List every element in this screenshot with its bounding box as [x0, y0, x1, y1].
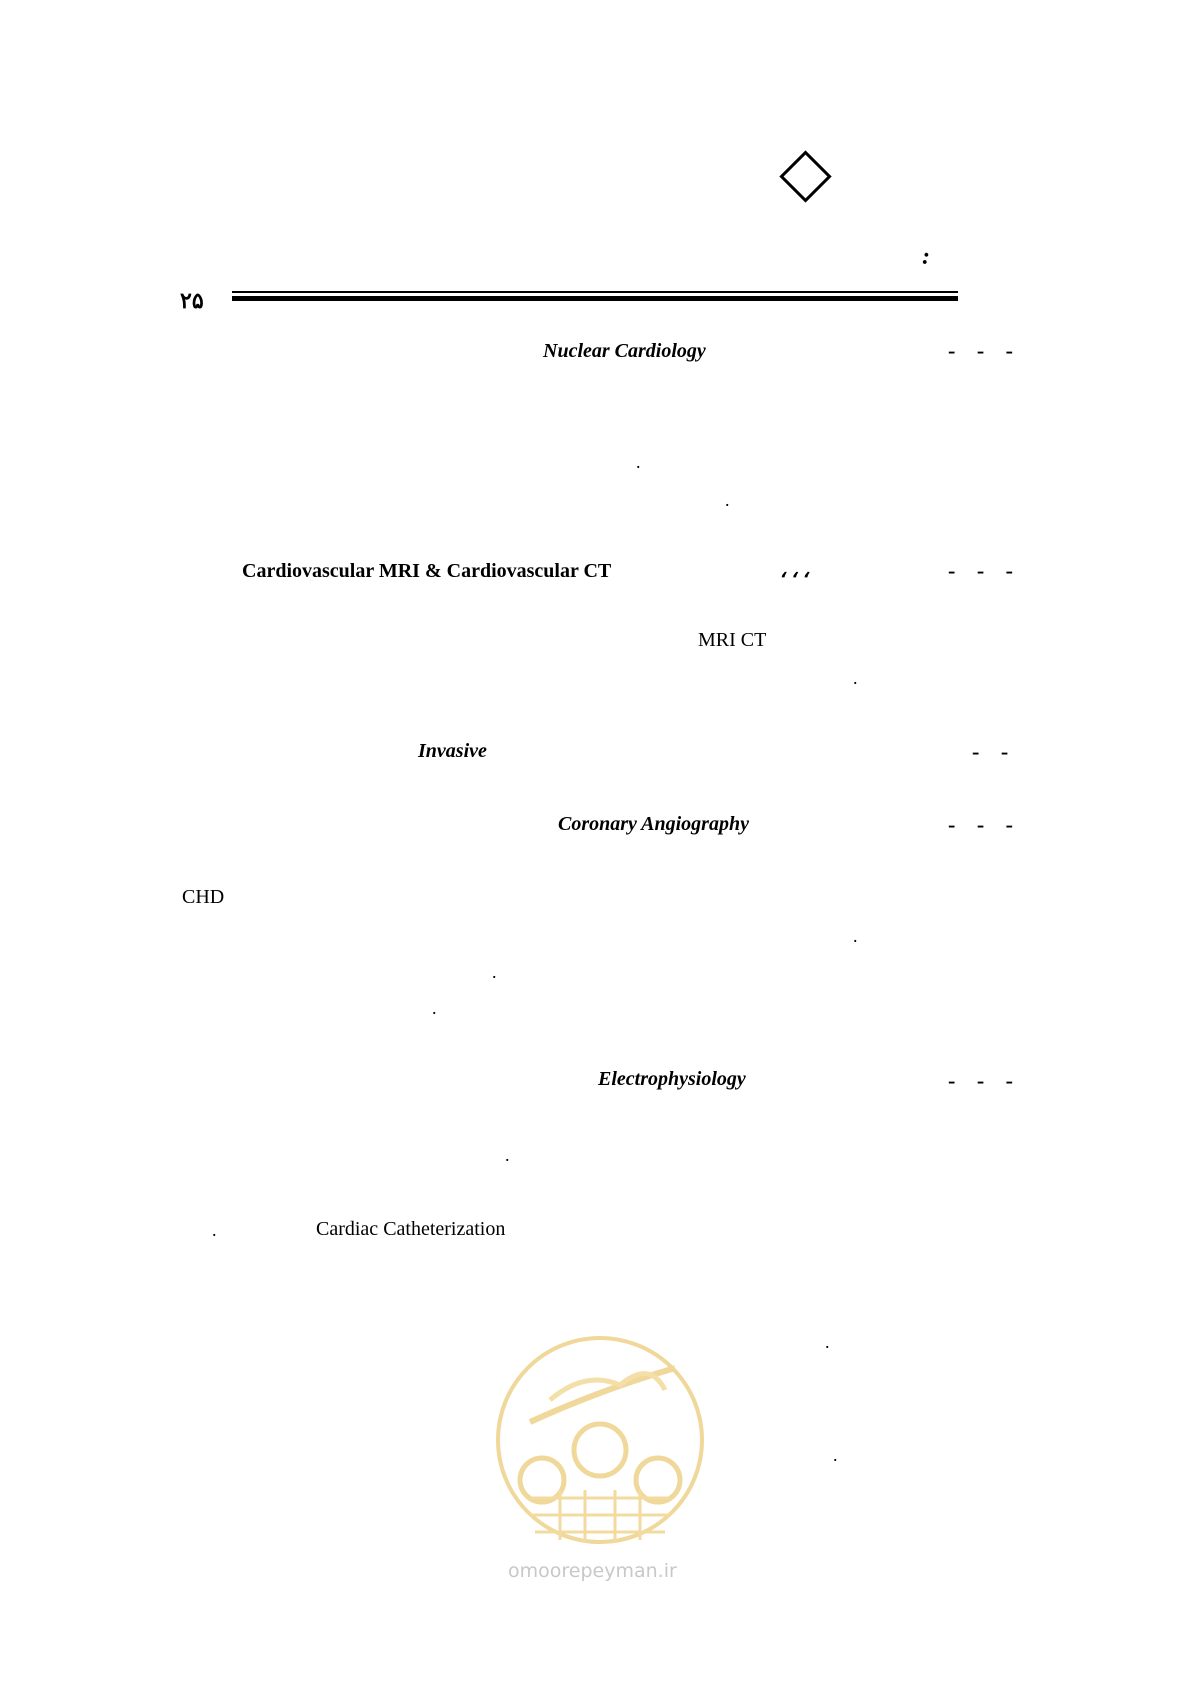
sentence-period: . — [853, 668, 858, 688]
watermark-site-text: omoorepeyman.ir — [508, 1560, 677, 1582]
section-title-coronary-angiography: Coronary Angiography — [558, 813, 749, 835]
section-title-nuclear-cardiology: Nuclear Cardiology — [543, 340, 706, 362]
sentence-period: . — [725, 490, 730, 510]
header-rule-thick — [232, 296, 958, 301]
section-title-invasive: Invasive — [418, 740, 487, 762]
section-punctuation: ، ، ، — [780, 560, 810, 582]
watermark-logo — [490, 1330, 710, 1570]
section-dashes: - - - — [948, 812, 1021, 837]
section-dashes: - - — [972, 739, 1017, 764]
section-dashes: - - - — [948, 558, 1021, 583]
sentence-period: . — [212, 1220, 217, 1240]
sentence-period: . — [833, 1445, 838, 1465]
sentence-period: . — [825, 1332, 830, 1352]
sentence-period: . — [492, 962, 497, 982]
sentence-period: . — [432, 998, 437, 1018]
body-term-chd: CHD — [182, 886, 225, 908]
section-dashes: - - - — [948, 338, 1021, 363]
header-colon: : — [922, 244, 930, 270]
page-number: ۲۵ — [180, 288, 204, 313]
sentence-period: . — [853, 926, 858, 946]
section-dashes: - - - — [948, 1068, 1021, 1093]
body-term-cardiac-catheterization: Cardiac Catheterization — [316, 1218, 506, 1240]
sentence-period: . — [636, 452, 641, 472]
section-title-mri-ct: Cardiovascular MRI & Cardiovascular CT — [242, 560, 612, 582]
sentence-period: . — [505, 1145, 510, 1165]
diamond-ornament-icon — [779, 150, 831, 202]
section-title-electrophysiology: Electrophysiology — [598, 1068, 746, 1090]
body-term-mri-ct: MRI CT — [698, 629, 767, 651]
header-rule-thin — [232, 291, 958, 293]
